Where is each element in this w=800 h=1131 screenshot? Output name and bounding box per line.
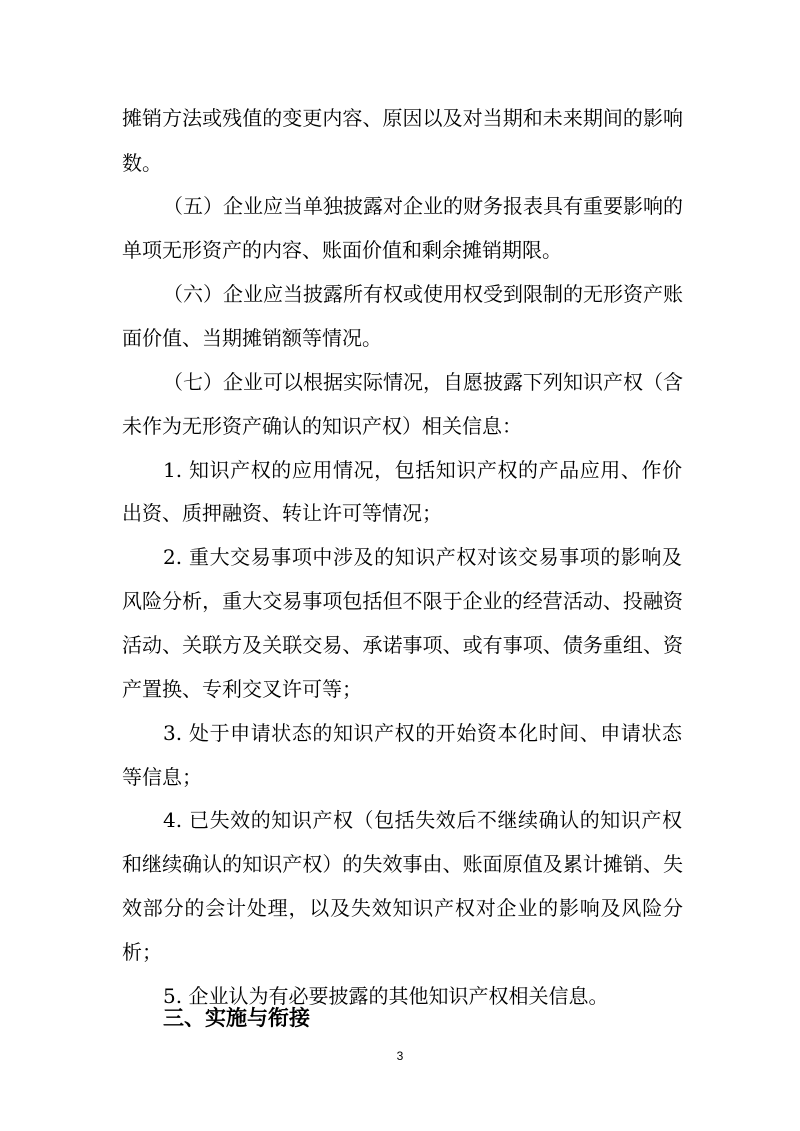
body-line: 出资、质押融资、转让许可等情况； (122, 501, 442, 525)
body-line: 活动、关联方及关联交易、承诺事项、或有事项、债务重组、资 (122, 633, 683, 657)
body-line: 等信息； (122, 765, 202, 789)
page-number: 3 (396, 1049, 404, 1063)
body-line: 析； (122, 940, 162, 964)
body-line: 单项无形资产的内容、账面价值和剩余摊销期限。 (122, 238, 562, 262)
body-line: 数。 (122, 151, 162, 175)
body-line: （七）企业可以根据实际情况，自愿披露下列知识产权（含 (163, 370, 683, 394)
body-line: 风险分析，重大交易事项包括但不限于企业的经营活动、投融资 (122, 589, 683, 613)
body-line: 3. 处于申请状态的知识产权的开始资本化时间、申请状态 (163, 721, 682, 745)
body-line: 2. 重大交易事项中涉及的知识产权对该交易事项的影响及 (163, 545, 682, 569)
body-line: 效部分的会计处理，以及失效知识产权对企业的影响及风险分 (122, 896, 683, 920)
section-heading: 三、实施与衔接 (163, 1006, 310, 1030)
body-line: 面价值、当期摊销额等情况。 (122, 326, 382, 350)
body-line: 1. 知识产权的应用情况，包括知识产权的产品应用、作价 (163, 458, 682, 482)
body-line: 产置换、专利交叉许可等； (122, 677, 362, 701)
body-line: 未作为无形资产确认的知识产权）相关信息： (122, 414, 522, 438)
body-line: （六）企业应当披露所有权或使用权受到限制的无形资产账 (163, 282, 683, 306)
body-line: 5. 企业认为有必要披露的其他知识产权相关信息。 (163, 984, 609, 1008)
body-line: 和继续确认的知识产权）的失效事由、账面原值及累计摊销、失 (122, 852, 683, 876)
body-line: （五）企业应当单独披露对企业的财务报表具有重要影响的 (163, 194, 683, 218)
body-line: 摊销方法或残值的变更内容、原因以及对当期和未来期间的影响 (122, 106, 683, 130)
body-line: 4. 已失效的知识产权（包括失效后不继续确认的知识产权 (163, 808, 682, 832)
